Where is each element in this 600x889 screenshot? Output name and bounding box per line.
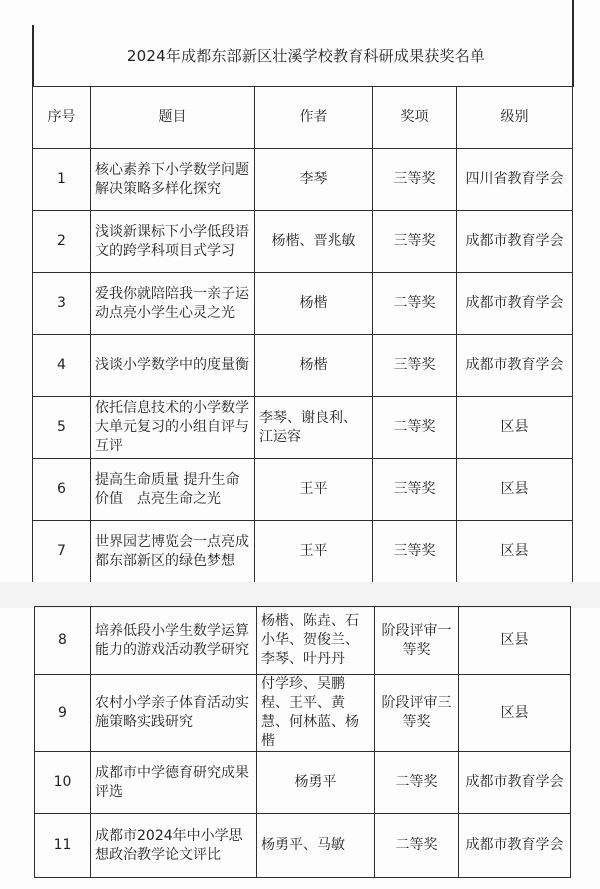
cell-level: 区县 <box>457 459 573 521</box>
cell-title: 浅谈小学数学中的度量衡 <box>91 335 255 397</box>
cell-author: 王平 <box>255 459 373 521</box>
cell-author: 杨勇平 <box>257 752 375 814</box>
page-title: 2024年成都东部新区壮溪学校教育科研成果获奖名单 <box>126 47 486 65</box>
cell-title: 成都市2024年中小学思想政治教学论文评比 <box>91 814 257 878</box>
header-no: 序号 <box>33 87 91 149</box>
page-break-gap <box>0 582 600 608</box>
cell-award: 二等奖 <box>373 397 457 459</box>
cell-award: 三等奖 <box>373 211 457 273</box>
header-level: 级别 <box>457 87 573 149</box>
cell-author: 王平 <box>255 521 373 583</box>
cell-title: 依托信息技术的小学数学大单元复习的小组自评与互评 <box>91 397 255 459</box>
cell-no: 5 <box>33 397 91 459</box>
table-row <box>33 459 573 521</box>
frame-top-line <box>32 25 34 87</box>
cell-no: 7 <box>33 521 91 583</box>
cell-title: 提高生命质量 提升生命价值 点亮生命之光 <box>91 459 255 521</box>
cell-no: 8 <box>35 607 91 675</box>
cell-award: 二等奖 <box>375 752 459 814</box>
table-row <box>33 521 573 583</box>
cell-author: 杨楷 <box>255 273 373 335</box>
table-row <box>33 397 573 459</box>
header-award: 奖项 <box>373 87 457 149</box>
cell-no: 11 <box>35 814 91 878</box>
cell-award: 三等奖 <box>373 521 457 583</box>
table-row <box>35 607 571 675</box>
cell-title: 成都市中学德育研究成果评选 <box>91 752 257 814</box>
cell-level: 区县 <box>457 521 573 583</box>
awards-table-lower <box>34 606 571 878</box>
table-row <box>33 149 573 211</box>
cell-author: 李琴 <box>255 149 373 211</box>
table-row <box>33 211 573 273</box>
cell-author: 付学珍、吴鹏程、王平、黄慧、何林蓝、杨楷 <box>257 675 375 752</box>
cell-level: 区县 <box>459 675 571 752</box>
awards-table-upper <box>32 86 573 583</box>
cell-title: 世界园艺博览会一点亮成都东部新区的绿色梦想 <box>91 521 255 583</box>
table-row <box>35 675 571 752</box>
header-author: 作者 <box>255 87 373 149</box>
cell-author: 李琴、谢良利、江运容 <box>255 397 373 459</box>
table-row <box>33 335 573 397</box>
cell-award: 三等奖 <box>373 459 457 521</box>
cell-level: 成都市教育学会 <box>457 211 573 273</box>
cell-award: 三等奖 <box>373 335 457 397</box>
cell-level: 成都市教育学会 <box>457 335 573 397</box>
cell-title: 浅谈新课标下小学低段语文的跨学科项目式学习 <box>91 211 255 273</box>
cell-award: 二等奖 <box>373 273 457 335</box>
header-title: 题目 <box>91 87 255 149</box>
cell-no: 9 <box>35 675 91 752</box>
cell-level: 成都市教育学会 <box>457 273 573 335</box>
cell-title: 核心素养下小学数学问题解决策略多样化探究 <box>91 149 255 211</box>
cell-level: 区县 <box>459 607 571 675</box>
cell-author: 杨勇平、马敏 <box>257 814 375 878</box>
cell-award: 阶段评审一等奖 <box>375 607 459 675</box>
cell-author: 杨楷、陈垚、石小华、贺俊兰、李琴、叶丹丹 <box>257 607 375 675</box>
cell-no: 4 <box>33 335 91 397</box>
cell-no: 1 <box>33 149 91 211</box>
cell-award: 阶段评审三等奖 <box>375 675 459 752</box>
cell-level: 四川省教育学会 <box>457 149 573 211</box>
cell-author: 杨楷、晋兆敏 <box>255 211 373 273</box>
cell-level: 区县 <box>457 397 573 459</box>
cell-no: 2 <box>33 211 91 273</box>
cell-title: 爱我你就陪陪我一亲子运动点亮小学生心灵之光 <box>91 273 255 335</box>
cell-title: 农村小学亲子体育活动实施策略实践研究 <box>91 675 257 752</box>
cell-no: 3 <box>33 273 91 335</box>
cell-award: 二等奖 <box>375 814 459 878</box>
table-row <box>33 273 573 335</box>
table-header-row <box>33 87 573 149</box>
cell-award: 三等奖 <box>373 149 457 211</box>
cell-title: 培养低段小学生数学运算能力的游戏活动教学研究 <box>91 607 257 675</box>
cell-author: 杨楷 <box>255 335 373 397</box>
table-row <box>35 814 571 878</box>
cell-level: 成都市教育学会 <box>459 752 571 814</box>
cell-no: 10 <box>35 752 91 814</box>
table-row <box>35 752 571 814</box>
cell-level: 成都市教育学会 <box>459 814 571 878</box>
cell-no: 6 <box>33 459 91 521</box>
